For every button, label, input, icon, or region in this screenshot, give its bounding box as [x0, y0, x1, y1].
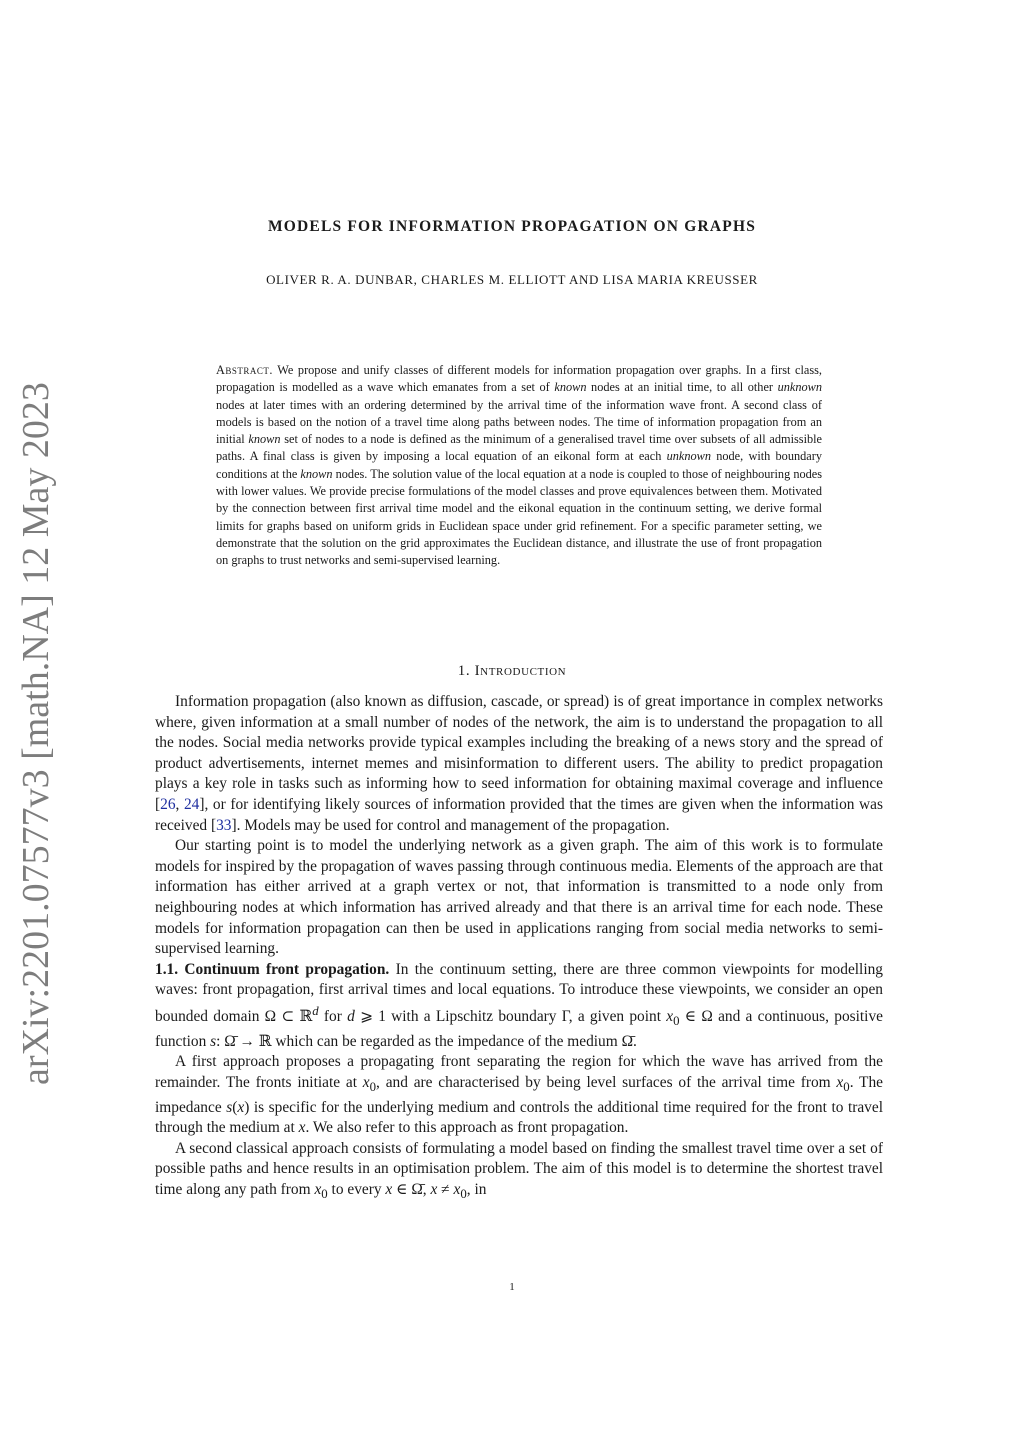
term-unknown: unknown — [777, 380, 822, 395]
abstract-text: node, with boundary conditions at the — [216, 449, 822, 481]
page-number: 1 — [509, 1281, 515, 1293]
abstract-text: We propose and unify classes of different models for information propagation over graphs. In a first class, propagation is modelled as a wave which emanates from a set of — [216, 363, 822, 395]
section-heading-introduction: 1. Introduction — [457, 663, 567, 679]
abstract — [216, 362, 822, 570]
citation-link[interactable]: 33 — [216, 816, 232, 834]
abstract-text: set of nodes to a node is defined as the minimum of a generalised travel time over subsets of all admissible paths. A final class is given by imposing a local equation of an eikonal form at each — [216, 432, 823, 464]
abstract-text: nodes. The solution value of the local equation at a node is coupled to those of neighbouring nodes with lower values. We provide precise formulations of the model classes and prove equivalences between them. Motivated by the connection between first arrival time model and the eikonal equation in the continuum setting, we derive formal limits for graphs based on uniform grids in Euclidean space under grid refinement. For a specific parameter setting, we demonstrate that the solution on the grid approximates the Euclidean distance, and illustrate the use of front propagation on graphs to trust networks and semi-supervised learning. — [216, 466, 823, 568]
paragraph: Information propagation (also known as diffusion, cascade, or spread) is of great importance in complex networks where, given information at a small number of nodes of the network, the aim is to understand the propagation to all the nodes. Social media networks provide typical examples including the breaking of a news story and the spread of product advertisements, internet memes and misinformation to different users. The ability to predict propagation plays a key role in tasks such as informing how to seed information for obtaining maximal coverage and influence [26, 24], or for identifying likely sources of information provided that the times are given when the information was received [33]. Models may be used for control and management of the propagation. — [155, 693, 883, 834]
term-known: known — [248, 432, 281, 447]
paper-title: MODELS FOR INFORMATION PROPAGATION ON GRAPHS — [267, 218, 757, 235]
term-unknown: unknown — [666, 449, 711, 464]
term-known: known — [554, 380, 587, 395]
paragraph: Our starting point is to model the underlying network as a given graph. The aim of this work is to formulate models for inspired by the propagation of waves passing through continuous media. Elements of the approach are that information has either arrived at a graph vertex or not, that information is transmitted to a node only from neighbouring nodes at which information has arrived already and that there is an arrival time for each node. These models for information propagation can then be used in applications ranging from social media networks to semi-supervised learning. — [155, 837, 883, 958]
abstract-label: Abstract. — [216, 363, 273, 377]
citation-link[interactable]: 26 — [160, 795, 176, 813]
term-known: known — [300, 466, 333, 481]
subsection-heading: 1.1. Continuum front propagation. — [155, 960, 390, 978]
abstract-text: nodes at an initial time, to all other — [586, 380, 778, 395]
paragraph: A second classical approach consists of formulating a model based on finding the smallest travel time over a set of possible paths and hence results in an optimisation problem. The aim of this model is to determine the shortest travel time along any path from $x_0$ to every x ∈ Ω̄, $x \ne x_0$, in — [155, 1139, 883, 1202]
subsection-paragraph: 1.1. Continuum front propagation. In the continuum setting, there are three common viewpoints for modelling waves: front propagation, first arrival times and local equations. To introduce these viewpoints, we consider an open bounded domain Ω ⊂ ℝ$^d$ for d ⩾ 1 with a Lipschitz boundary Γ, a given point $x_0$ ∈ Ω and a continuous, positive function s: Ω̄ → ℝ which can be regarded as the impedance of the medium Ω̄. — [155, 960, 883, 1050]
citation-link[interactable]: 24 — [183, 795, 200, 813]
abstract-text: nodes at later times with an ordering determined by the arrival time of the information wave front. A second class of models is based on the notion of a travel time along paths between nodes. The time of information propagation from an initial — [216, 397, 822, 447]
body-text — [155, 692, 883, 1205]
arxiv-identifier-stamp: arXiv:2201.07577v3 [math.NA] 12 May 2023 — [15, 382, 57, 1085]
paragraph: A first approach proposes a propagating front separating the region for which the wave has arrived from the remainder. The fronts initiate at $x_0$, and are characterised by being level surfaces of the arrival time from $x_0$. The impedance s(x) is specific for the underlying medium and controls the additional time required for the front to travel through the medium at x. We also refer to this approach as front propagation. — [155, 1053, 883, 1137]
author-list: OLIVER R. A. DUNBAR, CHARLES M. ELLIOTT AND LISA MARIA KREUSSER — [266, 272, 758, 287]
